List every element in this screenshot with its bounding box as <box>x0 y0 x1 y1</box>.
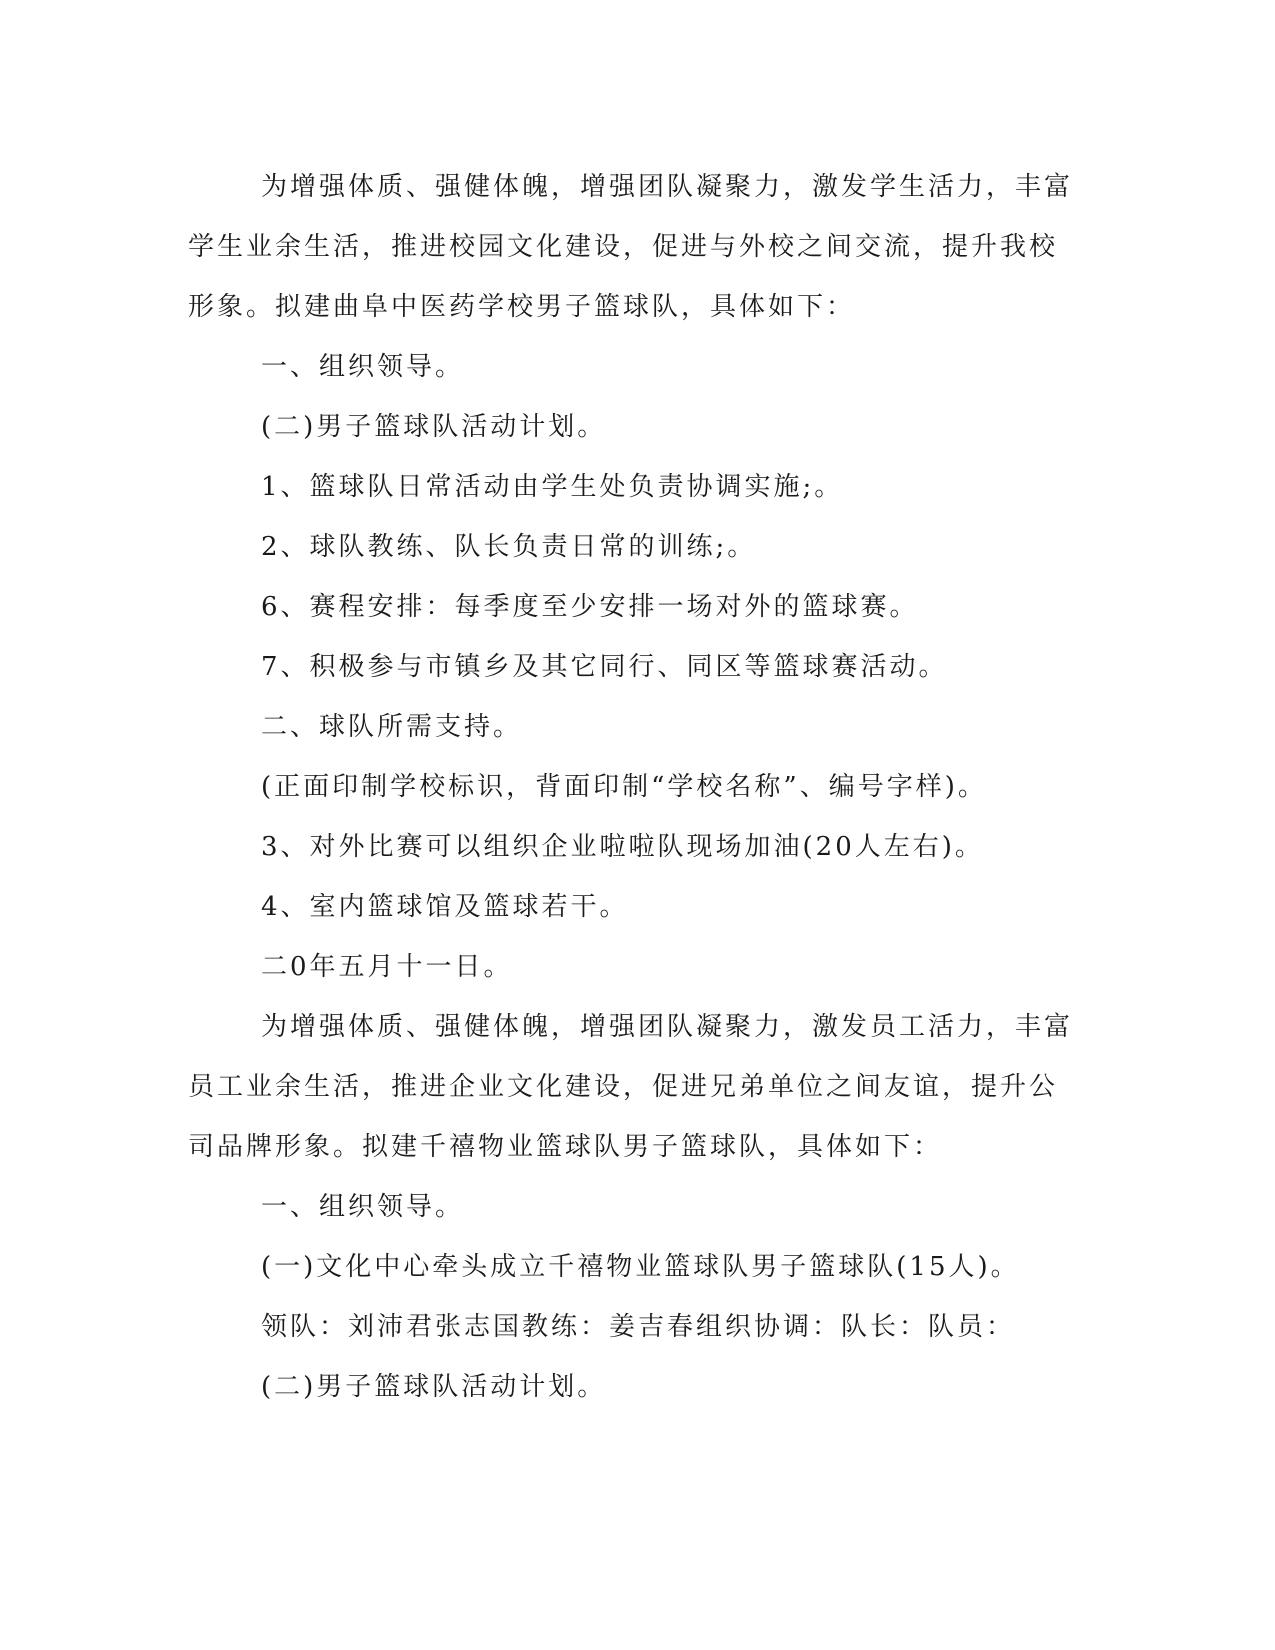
section-heading-support: 二、球队所需支持。 <box>261 712 523 742</box>
list-item: 7、积极参与市镇乡及其它同行、同区等篮球赛活动。 <box>261 652 948 682</box>
paragraph-line: 司品牌形象。拟建千禧物业篮球队男子篮球队，具体如下： <box>188 1132 943 1162</box>
paragraph-line: 学生业余生活，推进校园文化建设，促进与外校之间交流，提升我校 <box>188 232 1059 262</box>
date-line: 二0年五月十一日。 <box>261 952 513 982</box>
list-item: 3、对外比赛可以组织企业啦啦队现场加油(20人左右)。 <box>261 832 984 862</box>
document-body <box>188 157 1073 1417</box>
intro-paragraph-company <box>188 997 1073 1177</box>
section-heading-organization: 一、组织领导。 <box>261 352 465 382</box>
subsection-heading-activity-plan: (二)男子篮球队活动计划。 <box>261 412 607 442</box>
list-item: 1、篮球队日常活动由学生处负责协调实施;。 <box>261 472 844 502</box>
paragraph-line: 为增强体质、强健体魄，增强团队凝聚力，激发员工活力，丰富 <box>261 1012 1074 1042</box>
list-item: 2、球队教练、队长负责日常的训练;。 <box>261 532 757 562</box>
list-item: 6、赛程安排：每季度至少安排一场对外的篮球赛。 <box>261 592 919 622</box>
list-item: 4、室内篮球馆及篮球若干。 <box>261 892 629 922</box>
subsection-heading-activity-plan: (二)男子篮球队活动计划。 <box>261 1372 607 1402</box>
intro-paragraph-school <box>188 157 1073 337</box>
paragraph-line: 为增强体质、强健体魄，增强团队凝聚力，激发学生活力，丰富 <box>261 172 1074 202</box>
support-note: (正面印制学校标识，背面印制“学校名称”、编号字样)。 <box>261 772 987 802</box>
paragraph-line: 形象。拟建曲阜中医药学校男子篮球队，具体如下： <box>188 292 856 322</box>
section-heading-organization: 一、组织领导。 <box>261 1192 465 1222</box>
staff-roster: 领队：刘沛君张志国教练：姜吉春组织协调：队长：队员： <box>261 1312 1016 1342</box>
subsection-heading-team-setup: (一)文化中心牵头成立千禧物业篮球队男子篮球队(15人)。 <box>261 1252 1020 1282</box>
paragraph-line: 员工业余生活，推进企业文化建设，促进兄弟单位之间友谊，提升公 <box>188 1072 1059 1102</box>
